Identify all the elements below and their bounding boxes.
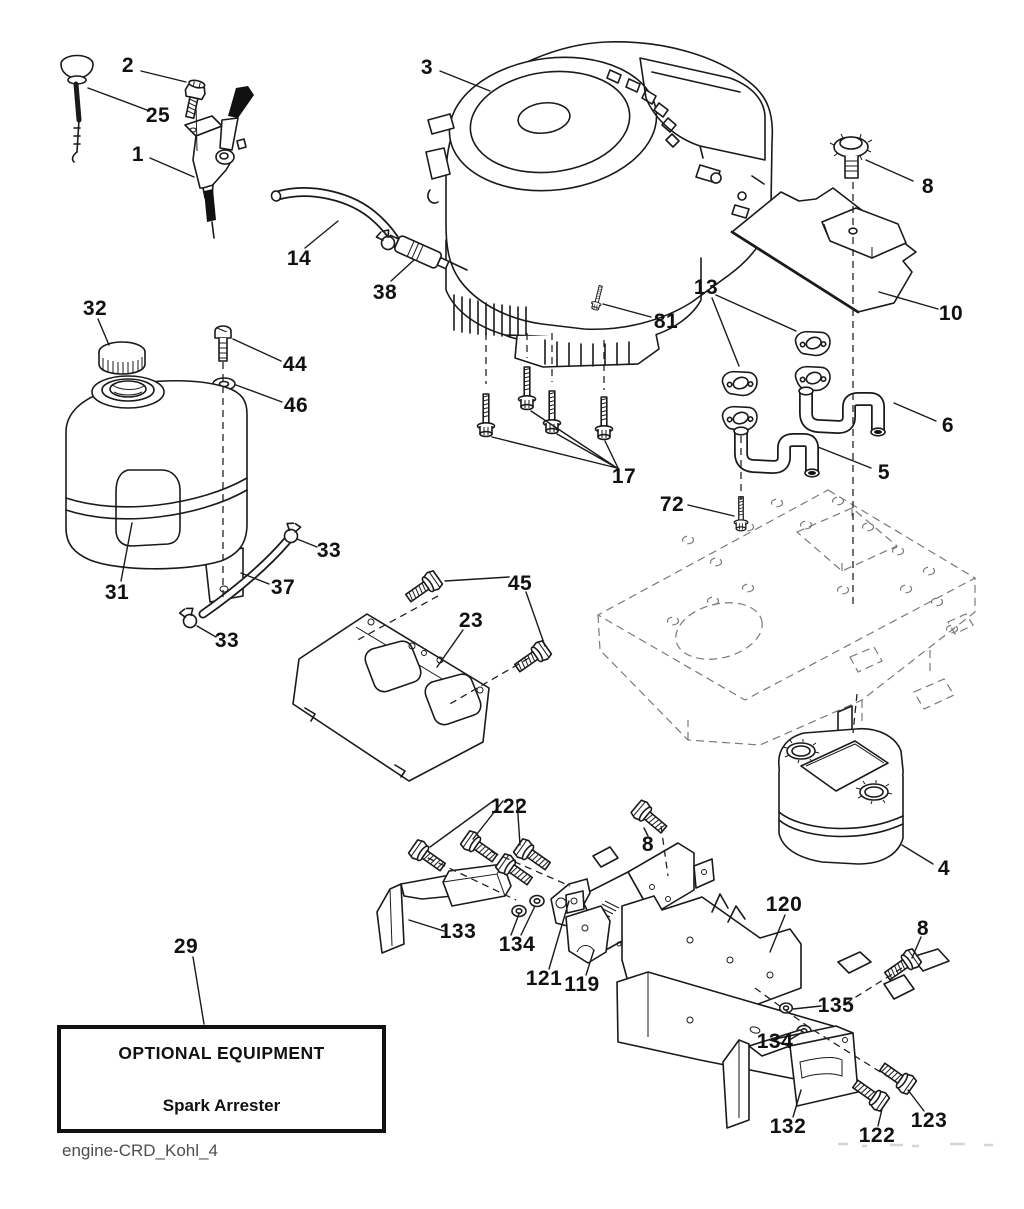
callout-14: 14 [286, 247, 312, 270]
callout-44: 44 [282, 353, 308, 376]
callout-122: 122 [490, 795, 528, 818]
callout-4: 4 [937, 857, 951, 880]
callout-135: 135 [817, 994, 855, 1017]
callout-8: 8 [916, 917, 930, 940]
callout-119: 119 [564, 973, 600, 996]
callout-38: 38 [372, 281, 398, 304]
callout-33: 33 [316, 539, 342, 562]
screw-8-middle-drawing [630, 799, 670, 837]
engine-bolts-17-drawing [478, 367, 613, 439]
callout-133: 133 [439, 920, 477, 943]
callout-45: 45 [507, 572, 533, 595]
exhaust-pipe-6-drawing [799, 387, 885, 436]
screw-8-top-drawing [830, 134, 872, 178]
screw-123-drawing [877, 1059, 918, 1096]
callout-123: 123 [910, 1109, 948, 1132]
callout-1: 1 [131, 143, 145, 166]
muffler-4-drawing [779, 706, 903, 864]
callout-17: 17 [611, 465, 637, 488]
optional-equipment-title: OPTIONAL EQUIPMENT [118, 1043, 325, 1063]
bracket-23-drawing [293, 614, 489, 781]
callout-134: 134 [498, 933, 536, 956]
callout-33: 33 [214, 629, 240, 652]
optional-equipment-subtitle: Spark Arrester [162, 1096, 281, 1115]
callout-46: 46 [283, 394, 309, 417]
fuel-hose-14-drawing [270, 190, 398, 245]
callout-3: 3 [420, 56, 434, 79]
screw-45a-drawing [403, 569, 444, 606]
drawing-code-label: engine-CRD_Kohl_4 [62, 1141, 218, 1160]
callout-8: 8 [641, 833, 655, 856]
callout-132: 132 [769, 1115, 807, 1138]
callout-120: 120 [765, 893, 803, 916]
callout-122: 122 [858, 1124, 896, 1147]
screw-45b-drawing [512, 639, 553, 676]
exhaust-pipe-5-drawing [734, 427, 819, 477]
fuel-tank-31-drawing [66, 376, 247, 602]
callout-23: 23 [458, 609, 484, 632]
callout-8: 8 [921, 175, 935, 198]
chassis-frame-reference [598, 490, 975, 745]
screw-44-drawing [215, 326, 231, 361]
callout-5: 5 [877, 461, 891, 484]
callout-2: 2 [121, 54, 135, 77]
callout-10: 10 [938, 302, 964, 325]
screw-2-drawing [180, 79, 207, 120]
callout-134: 134 [756, 1030, 794, 1053]
bracket-119-lower-drawing [566, 906, 610, 963]
callout-31: 31 [104, 581, 130, 604]
bolt-72-drawing [734, 497, 748, 531]
optional-equipment-box [57, 1025, 386, 1133]
callout-29: 29 [173, 935, 199, 958]
callout-6: 6 [941, 414, 955, 437]
callout-37: 37 [270, 576, 296, 599]
callout-121: 121 [525, 967, 563, 990]
callout-72: 72 [659, 493, 685, 516]
callout-13: 13 [693, 276, 719, 299]
callout-32: 32 [82, 297, 108, 320]
washers-134-middle-drawing [512, 896, 544, 917]
callout-25: 25 [145, 104, 171, 127]
choke-knob-25-drawing [61, 56, 93, 163]
fuel-cap-32-drawing [99, 342, 145, 374]
callout-81: 81 [653, 310, 679, 333]
